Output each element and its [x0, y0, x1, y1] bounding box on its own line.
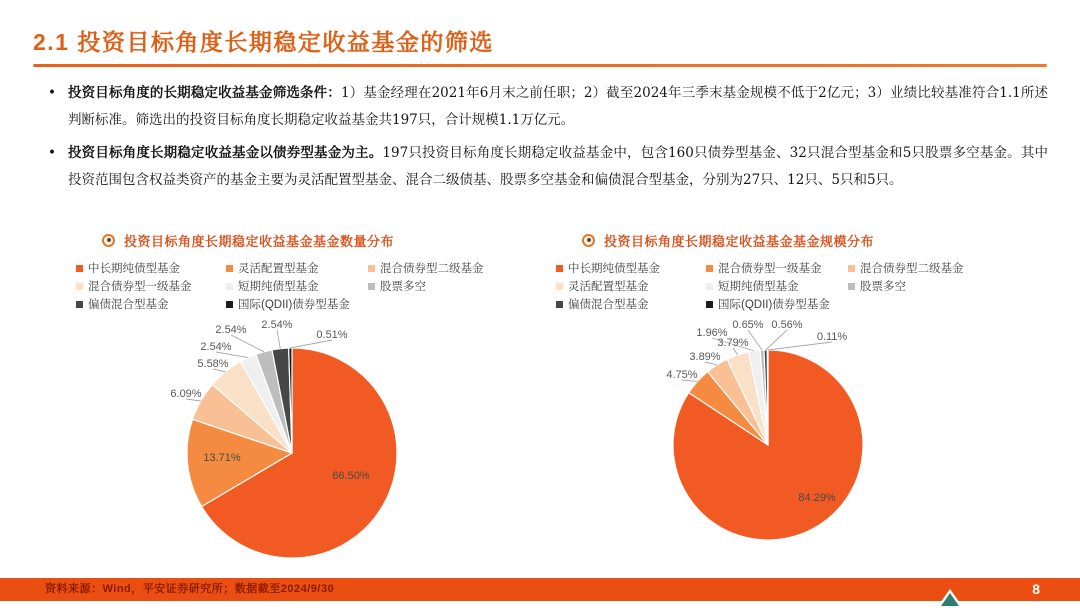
- legend-swatch: [76, 283, 83, 290]
- legend-label: 短期纯债型基金: [718, 281, 799, 293]
- legend-swatch: [76, 265, 83, 272]
- legend-label: 灵活配置型基金: [238, 263, 319, 275]
- legend-item: [226, 297, 368, 311]
- legend-item: [706, 279, 848, 293]
- legend-item: [368, 261, 530, 275]
- legend-item: [706, 297, 848, 311]
- source-text: 资料来源：Wind，平安证券研究所；数据截至2024/9/30: [45, 583, 335, 595]
- legend-swatch: [848, 283, 855, 290]
- legend-item: [848, 279, 1010, 293]
- pie-slice-label: 1.96%: [696, 327, 728, 339]
- pie-chart-svg: [550, 315, 990, 567]
- legend-label: 偏债混合型基金: [568, 299, 649, 311]
- label-leader-line: [748, 330, 762, 350]
- legend-label: 混合债券型二级基金: [380, 263, 484, 275]
- bullseye-icon: [102, 234, 115, 247]
- label-leader-line: [766, 330, 787, 350]
- legend-label: 混合债券型一级基金: [88, 281, 192, 293]
- legend-swatch: [706, 265, 713, 272]
- legend-swatch: [226, 265, 233, 272]
- label-leader-line: [277, 330, 280, 349]
- legend-item: [368, 279, 530, 293]
- pie-slice-label: 0.11%: [816, 331, 848, 343]
- label-leader-line: [290, 340, 332, 348]
- legend-item: [556, 261, 706, 275]
- chart-section-scale: [550, 230, 1010, 572]
- legend-swatch: [76, 301, 83, 308]
- legend-label: 国际(QDII)债券型基金: [718, 299, 830, 311]
- bullseye-icon: [582, 234, 595, 247]
- legend-item: [556, 297, 706, 311]
- legend: [550, 261, 1010, 311]
- page-title: 2.1 投资目标角度长期稳定收益基金的筛选: [33, 29, 494, 55]
- mountain-peak-icon: [941, 593, 959, 606]
- label-leader-line: [733, 348, 738, 355]
- legend-label: 短期纯债型基金: [238, 281, 319, 293]
- pie-slice-label: 2.54%: [261, 319, 293, 331]
- pie-slice: [767, 350, 768, 445]
- pie-slice-label: 5.58%: [197, 358, 229, 370]
- legend-item: [226, 261, 368, 275]
- chart-section-count: [70, 230, 530, 572]
- pie-slice-label: 66.50%: [332, 470, 370, 482]
- pie-slice-label: 3.79%: [717, 337, 749, 349]
- legend-swatch: [706, 301, 713, 308]
- bullet-text: 197只投资目标角度长期稳定收益基金中，包含160只债券型基金、32只混合型基金和5只股票多空基金。其中投资范围包含权益类资产的基金主要为灵活配置型基金、混合二级债基、股票多空基金和偏债混合型基金，分别为27只、12只、5只和5只。: [68, 145, 1048, 188]
- pie-slice-label: 2.54%: [215, 324, 247, 336]
- bullet-text: 1）基金经理在2021年6月末之前任职；2）截至2024年三季末基金规模不低于2亿元；3）业绩比较基准符合1.1所述判断标准。筛选出的投资目标角度长期稳定收益基金共197只，合计规模1.1万亿元。: [68, 85, 1048, 128]
- pie-slice-label: 6.09%: [170, 388, 202, 400]
- chart-title: 投资目标角度长期稳定收益基金基金规模分布: [604, 233, 875, 249]
- pie-slice-label: 13.71%: [203, 452, 241, 464]
- legend-item: [76, 297, 226, 311]
- legend-item: [848, 261, 1010, 275]
- pie-chart-scale: [550, 315, 1010, 572]
- legend-label: 股票多空: [860, 281, 906, 293]
- bullet-lead: 投资目标角度长期稳定收益基金以债券型基金为主。: [68, 145, 383, 161]
- footer-bar: [0, 578, 1080, 601]
- chart-title: 投资目标角度长期稳定收益基金基金数量分布: [124, 233, 395, 249]
- legend-label: 中长期纯债型基金: [568, 263, 660, 275]
- legend-label: 股票多空: [380, 281, 426, 293]
- pie-slice-label: 0.51%: [316, 329, 348, 341]
- pie-chart-count: [70, 315, 530, 572]
- page-number: 8: [1032, 581, 1040, 597]
- bullet-lead: 投资目标角度的长期稳定收益基金筛选条件：: [68, 85, 341, 101]
- legend-swatch: [226, 301, 233, 308]
- legend-item: [76, 261, 226, 275]
- legend-item: [76, 279, 226, 293]
- legend-label: 中长期纯债型基金: [88, 263, 180, 275]
- bullet-item: [40, 80, 1048, 134]
- title-divider: [33, 64, 1047, 67]
- legend-item: [706, 261, 848, 275]
- legend-swatch: [556, 301, 563, 308]
- legend-swatch: [556, 283, 563, 290]
- pie-slice-label: 3.89%: [689, 351, 721, 363]
- legend-item: [226, 279, 368, 293]
- chart-title-row: [102, 230, 530, 250]
- legend-label: 国际(QDII)债券型基金: [238, 299, 350, 311]
- legend-label: 混合债券型二级基金: [860, 263, 964, 275]
- pie-slice-label: 0.56%: [771, 319, 803, 331]
- pie-chart-svg: [70, 315, 510, 567]
- label-leader-line: [231, 335, 264, 352]
- legend-label: 灵活配置型基金: [568, 281, 649, 293]
- bullet-list: [40, 80, 1048, 200]
- legend: [70, 261, 530, 311]
- legend-swatch: [706, 283, 713, 290]
- chart-title-row: [582, 230, 1010, 250]
- legend-swatch: [368, 265, 375, 272]
- legend-swatch: [556, 265, 563, 272]
- bullet-item: [40, 140, 1048, 194]
- pie-slice-label: 2.54%: [200, 341, 232, 353]
- legend-item: [556, 279, 706, 293]
- pie-slice-label: 4.75%: [666, 369, 698, 381]
- pie-slice-label: 84.29%: [798, 492, 836, 504]
- legend-label: 混合债券型一级基金: [718, 263, 822, 275]
- legend-swatch: [368, 283, 375, 290]
- legend-swatch: [226, 283, 233, 290]
- label-leader-line: [768, 342, 832, 350]
- legend-label: 偏债混合型基金: [88, 299, 169, 311]
- pie-slice-label: 0.65%: [732, 319, 764, 331]
- legend-swatch: [848, 265, 855, 272]
